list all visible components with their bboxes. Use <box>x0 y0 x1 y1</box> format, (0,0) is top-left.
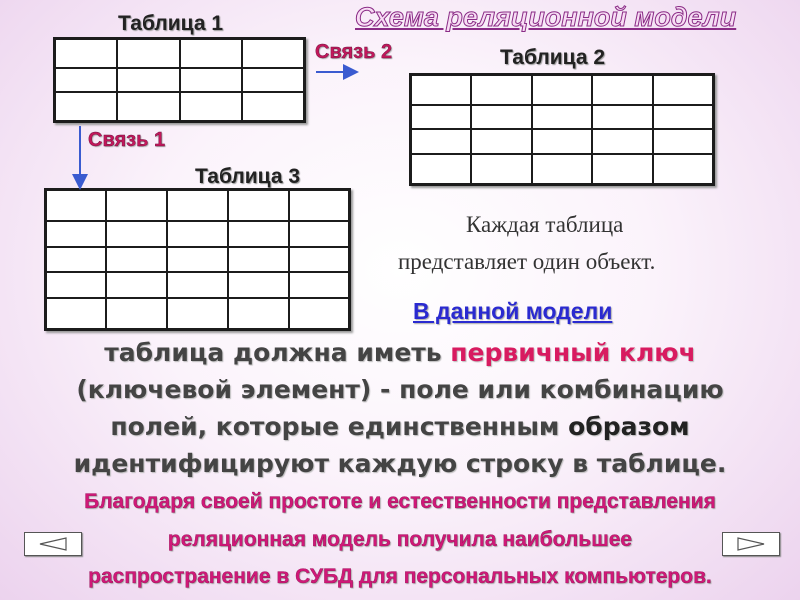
triangle-left-icon <box>38 536 68 552</box>
prev-slide-button[interactable] <box>24 532 82 556</box>
note-line-2: представляет один объект. <box>398 249 656 274</box>
key-text-line-2: (ключевой элемент) - поле или комбинацию <box>76 375 724 404</box>
key-term-obrazom: образом <box>568 412 690 441</box>
primary-key-term: первичный ключ <box>450 338 696 367</box>
table-1-label: Таблица 1 <box>118 12 224 35</box>
note-line-1: Каждая таблица <box>466 212 624 237</box>
key-text-line-4: идентифицируют каждую строку в таблице. <box>73 449 727 478</box>
triangle-right-icon <box>736 536 766 552</box>
link-1-label: Связь 1 <box>88 129 166 151</box>
link-2-label: Связь 2 <box>315 41 393 63</box>
key-text-line-1a: таблица должна иметь <box>104 338 451 367</box>
diagram-title: Схема реляционной модели <box>355 2 737 32</box>
key-text-line-3a: полей, которые единственным <box>110 412 569 441</box>
footer-line-1: Благодаря своей простоте и естественности представления <box>84 490 716 513</box>
next-slide-button[interactable] <box>722 532 780 556</box>
model-heading: В данной модели <box>413 298 613 324</box>
table-3-label: Таблица 3 <box>195 165 301 188</box>
table-2-label: Таблица 2 <box>500 46 606 69</box>
key-text-line-1 <box>0 338 800 367</box>
footer-line-3: распространение в СУБД для персональных компьютеров. <box>88 565 712 588</box>
key-text-line-3 <box>0 412 800 441</box>
footer-line-2: реляционная модель получила наибольшее <box>167 528 633 551</box>
